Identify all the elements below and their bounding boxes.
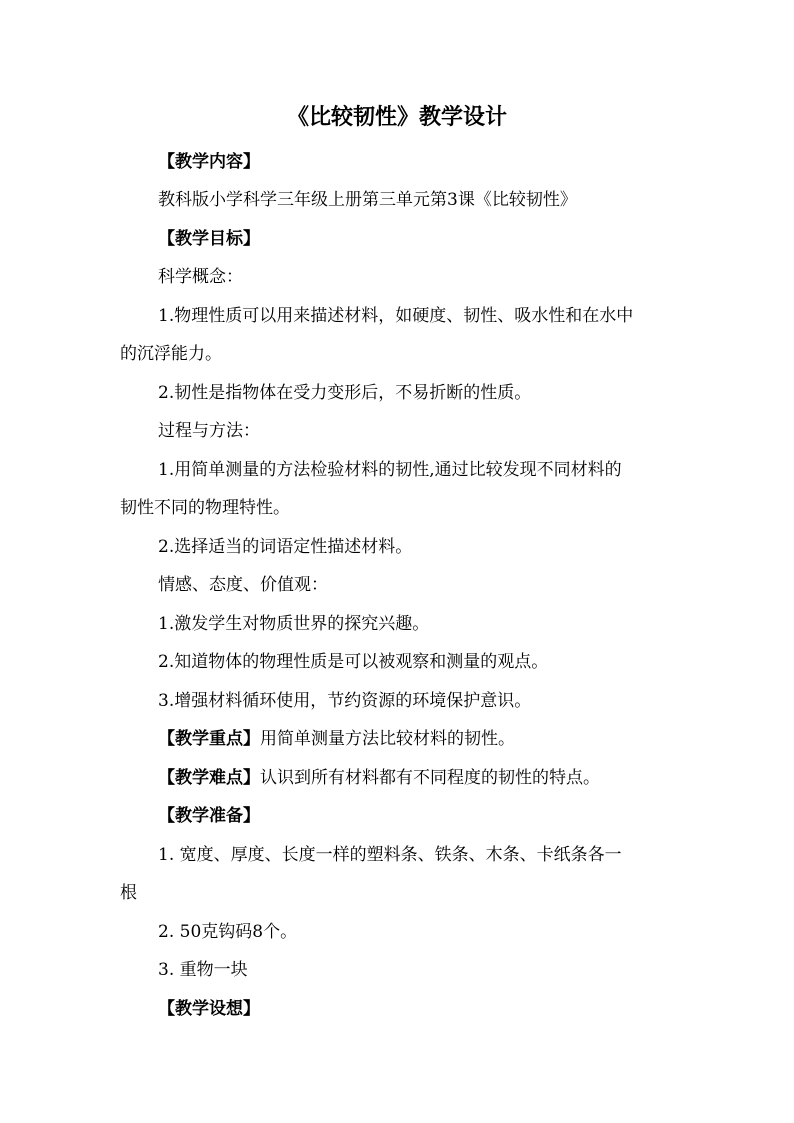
document-title: 《比较韧性》教学设计 [286,105,507,130]
section-heading-goals: 【教学目标】 [158,229,260,249]
difficulty-text: 认识到所有材料都有不同程度的韧性的特点。 [260,768,600,788]
concept-2: 2.韧性是指物体在受力变形后，不易折断的性质。 [158,383,532,403]
prep-3: 3. 重物一块 [158,960,248,980]
process-label: 过程与方法： [158,421,260,441]
difficulty-point [158,766,676,790]
section-heading-content: 【教学内容】 [158,152,260,172]
section-heading-idea: 【教学设想】 [158,999,260,1019]
key-point [158,727,676,751]
prep-1-line1: 1. 宽度、厚度、长度一样的塑料条、铁条、木条、卡纸条各一 [158,845,622,865]
concept-1-line2: 的沉浮能力。 [120,344,222,364]
prep-2: 2. 50克钩码8个。 [158,922,298,942]
process-2: 2.选择适当的词语定性描述材料。 [158,537,413,557]
attitude-3: 3.增强材料循环使用，节约资源的环境保护意识。 [158,691,532,711]
section-heading-key: 【教学重点】 [158,729,260,749]
process-1-line1: 1.用简单测量的方法检验材料的韧性,通过比较发现不同材料的 [158,460,622,480]
concept-1-line1: 1.物理性质可以用来描述材料，如硬度、韧性、吸水性和在水中 [158,306,634,326]
section-heading-difficulty: 【教学难点】 [158,768,260,788]
attitude-2: 2.知道物体的物理性质是可以被观察和测量的观点。 [158,652,549,672]
content-text: 教科版小学科学三年级上册第三单元第3课《比较韧性》 [158,190,577,210]
concept-label: 科学概念： [158,267,243,287]
section-heading-prep: 【教学准备】 [158,806,260,826]
attitude-label: 情感、态度、价值观： [158,575,328,595]
prep-1-line2: 根 [120,883,137,903]
key-text: 用简单测量方法比较材料的韧性。 [260,729,515,749]
attitude-1: 1.激发学生对物质世界的探究兴趣。 [158,614,430,634]
process-1-line2: 韧性不同的物理特性。 [120,498,290,518]
